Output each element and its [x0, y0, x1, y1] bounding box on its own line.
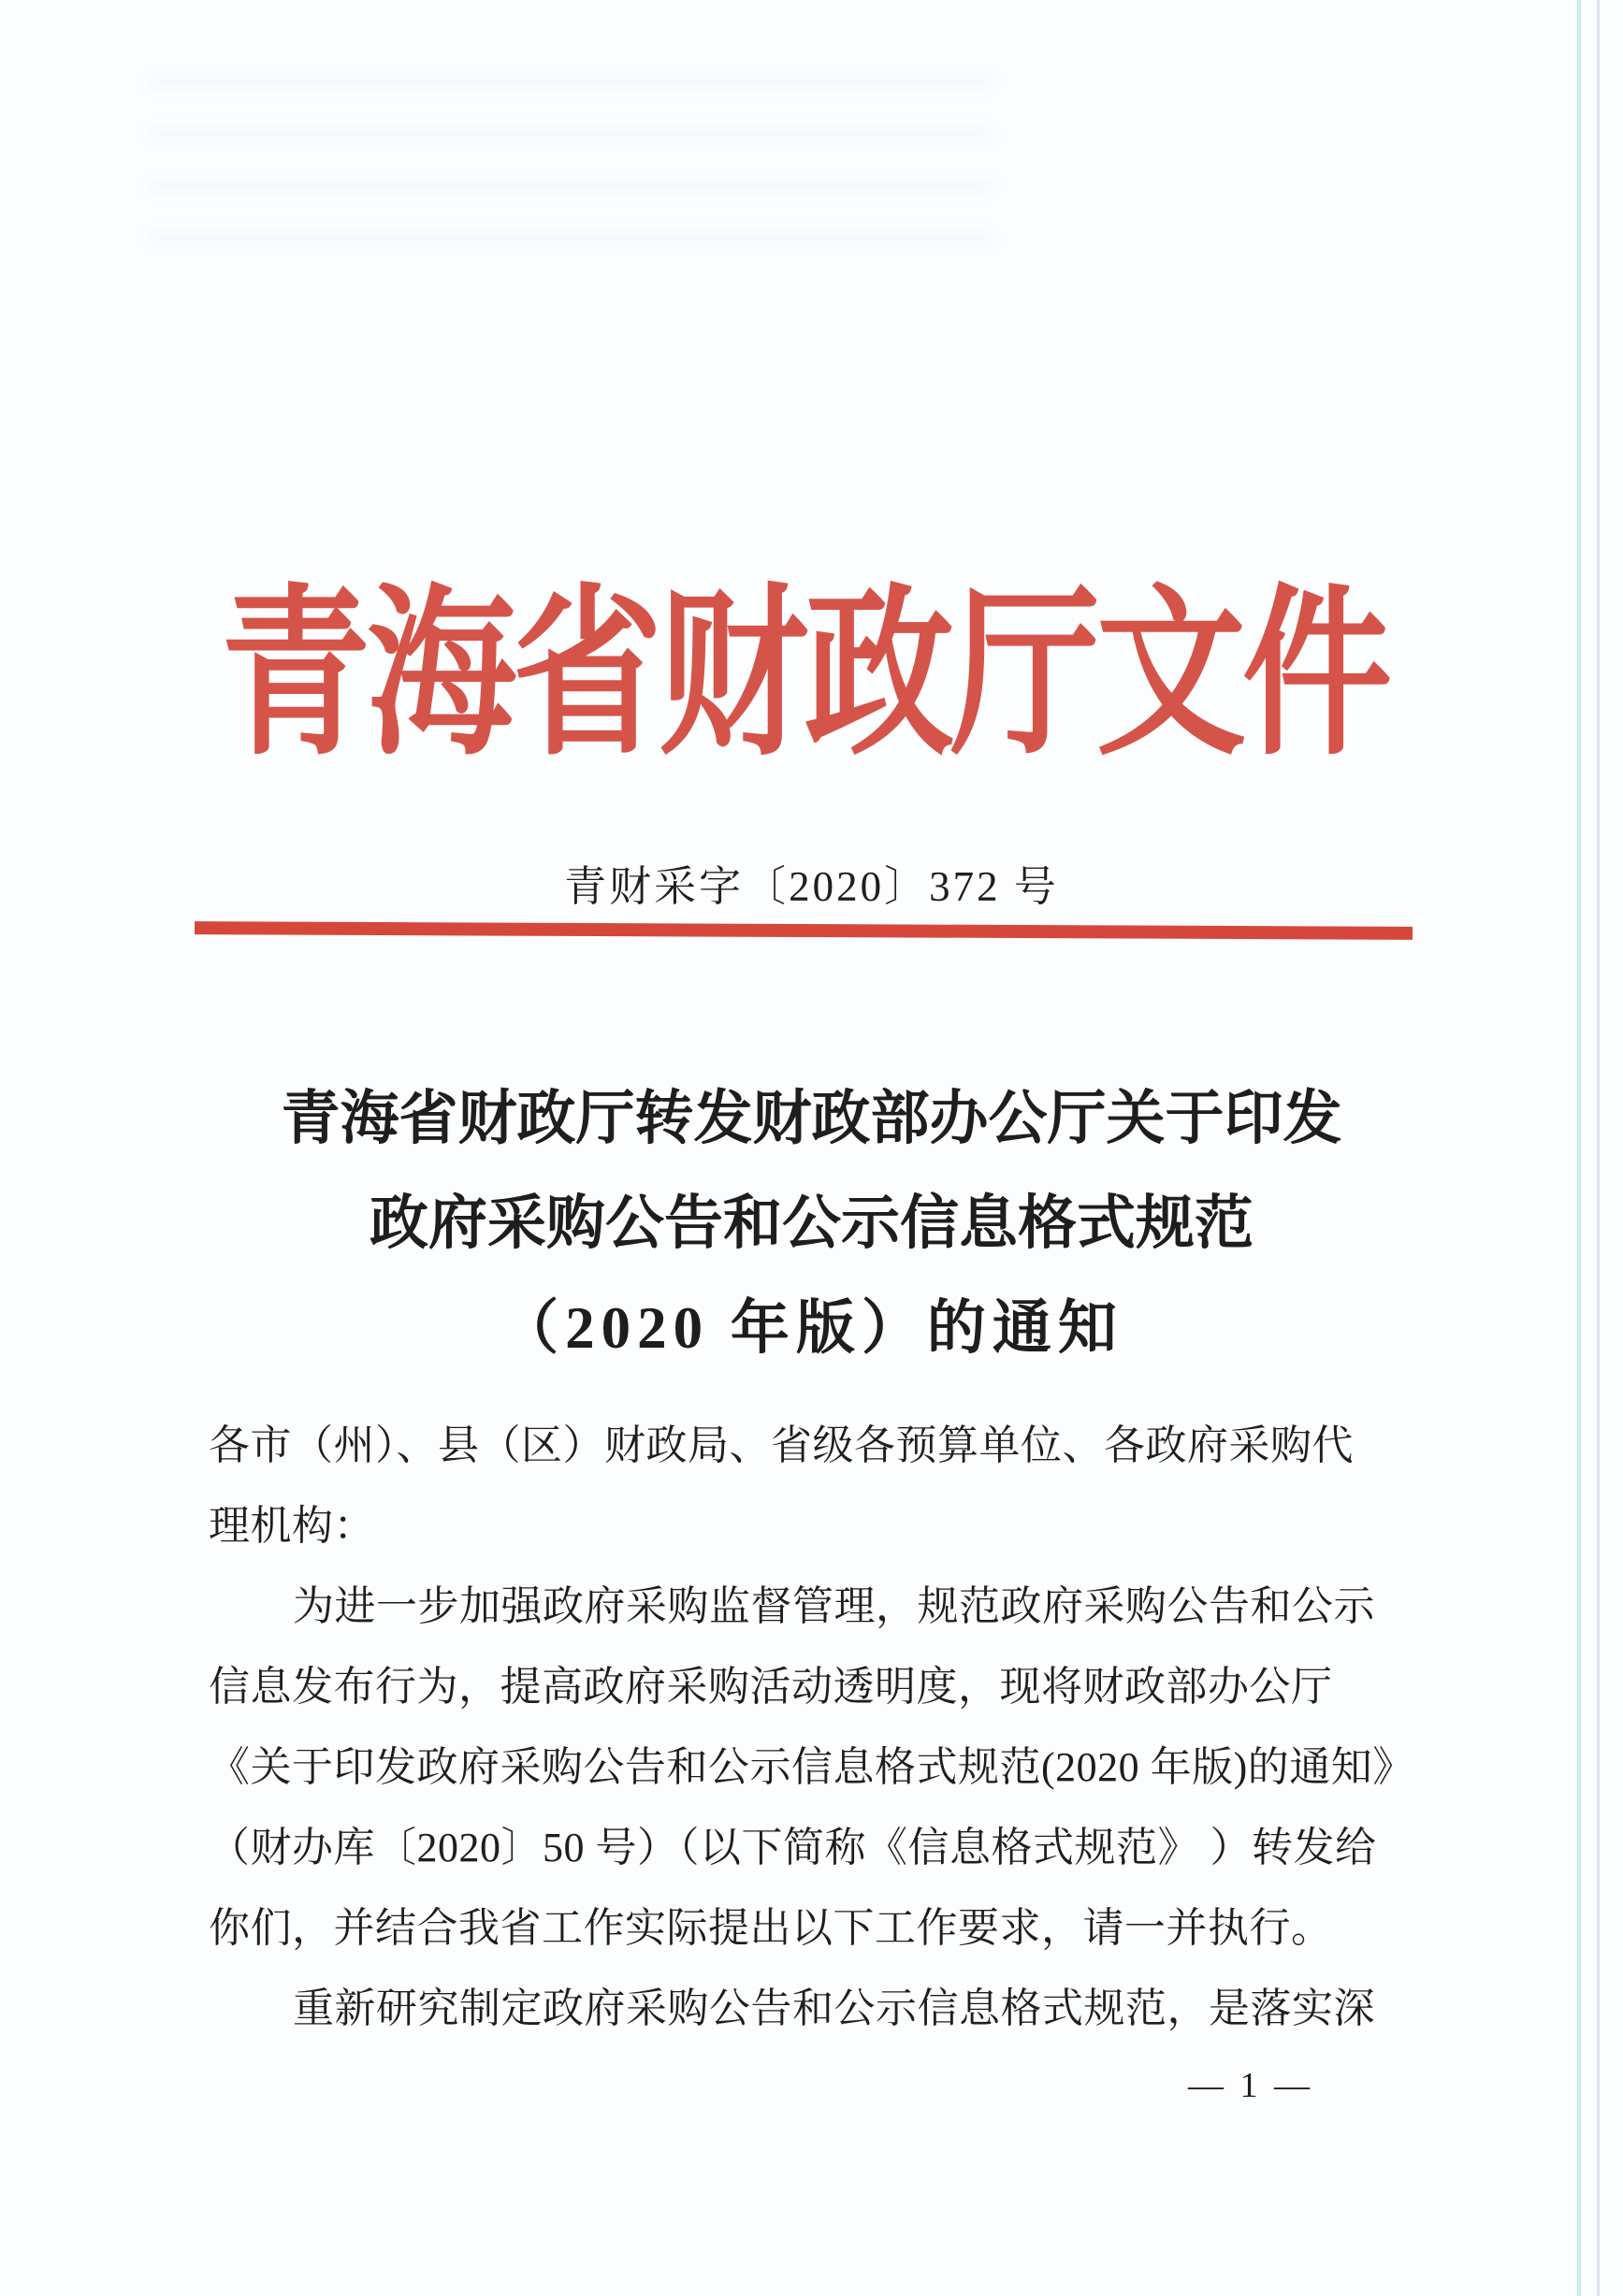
red-divider-rule — [195, 921, 1413, 940]
body-line: 《关于印发政府采购公告和公示信息格式规范(2020 年版)的通知》 — [209, 1744, 1414, 1790]
scan-bleed-through-ghosting — [150, 75, 992, 262]
body-line: 信息发布行为，提高政府采购活动透明度，现将财政部办公厅 — [209, 1664, 1333, 1710]
letterhead-org-title: 青海省财政厅文件 — [220, 573, 1388, 777]
document-reference-number: 青财采字〔2020〕372 号 — [564, 863, 1059, 910]
page-number: — 1 — — [1188, 2066, 1313, 2105]
document-subject-title — [0, 1066, 1623, 1380]
body-line: 各市（州）、县（区）财政局、省级各预算单位、各政府采购代 — [209, 1422, 1354, 1468]
body-line: 理机构： — [209, 1503, 375, 1549]
subject-title-line-2: 政府采购公告和公示信息格式规范 — [370, 1191, 1253, 1256]
body-line: 你们，并结合我省工作实际提出以下工作要求，请一并执行。 — [209, 1905, 1333, 1951]
subject-title-line-3: （2020 年版）的通知 — [500, 1295, 1123, 1361]
body-line: （财办库〔2020〕50 号）（以下简称《信息格式规范》 ）转发给 — [209, 1825, 1377, 1870]
subject-title-line-1: 青海省财政厅转发财政部办公厅关于印发 — [281, 1086, 1342, 1151]
document-body — [209, 1406, 1415, 2049]
body-line: 为进一步加强政府采购监督管理，规范政府采购公告和公示 — [293, 1583, 1375, 1629]
body-line: 重新研究制定政府采购公告和公示信息格式规范，是落实深 — [293, 1986, 1375, 2031]
